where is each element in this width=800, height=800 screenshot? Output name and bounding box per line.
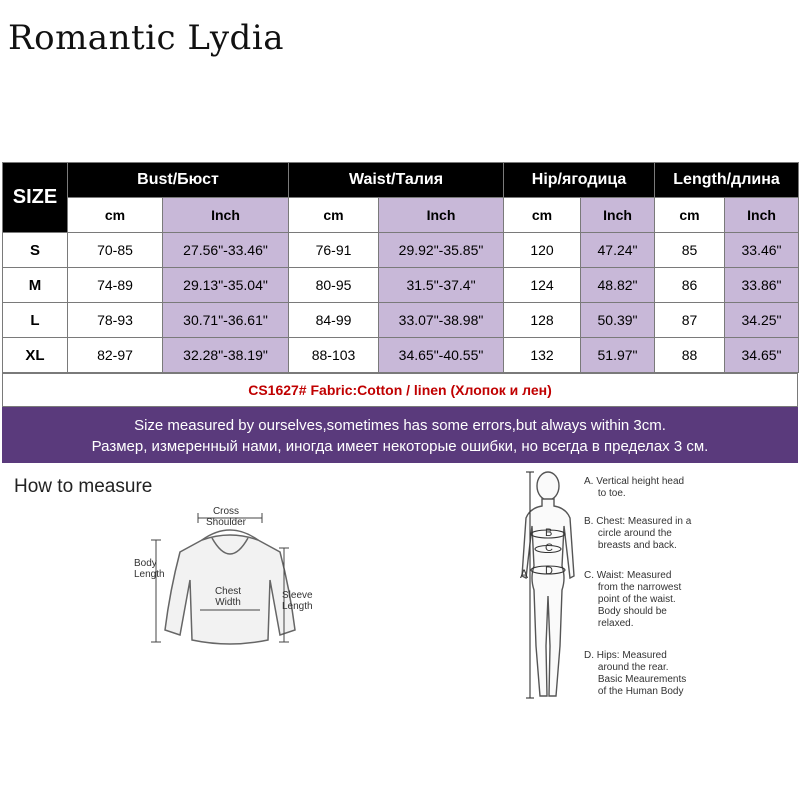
body-length-label: Body Length — [134, 558, 165, 580]
body-figure-diagram — [500, 466, 590, 706]
table-cell: 88-103 — [289, 338, 379, 373]
table-row — [3, 233, 799, 268]
table-cell: 50.39" — [581, 303, 655, 338]
table-cell: 33.86" — [725, 268, 799, 303]
hip-header: Hip/ягодица — [504, 163, 655, 198]
notice-russian: Размер, измеренный нами, иногда имеет некоторые ошибки, но всегда в пределах 3 см. — [91, 438, 709, 455]
bust-header: Bust/Бюст — [68, 163, 289, 198]
table-cell: 27.56"-33.46" — [163, 233, 289, 268]
chest-width-label: Chest Width — [214, 586, 242, 608]
table-cell: 34.25" — [725, 303, 799, 338]
brand-logo: Romantic Lydia — [8, 18, 284, 58]
table-cell: 29.13"-35.04" — [163, 268, 289, 303]
fabric-note: CS1627# Fabric:Cotton / linen (Хлопок и лен) — [2, 373, 798, 407]
desc-a: A. Vertical height head to toe. — [584, 476, 685, 499]
table-cell: 87 — [655, 303, 725, 338]
table-row — [3, 268, 799, 303]
desc-c: C. Waist: Measured from the narrowest point of the waist. Body should be relaxed. — [584, 570, 682, 629]
sleeve-length-label: Sleeve Length — [282, 590, 313, 612]
table-cell: 74-89 — [68, 268, 163, 303]
size-label: M — [3, 268, 68, 303]
letter-d: D — [545, 565, 553, 577]
table-cell: 29.92"-35.85" — [379, 233, 504, 268]
table-cell: 33.07"-38.98" — [379, 303, 504, 338]
notice-english: Size measured by ourselves,sometimes has some errors,but always within 3cm. — [134, 417, 666, 434]
size-label: XL — [3, 338, 68, 373]
table-cell: 85 — [655, 233, 725, 268]
unit-header: cm — [655, 198, 725, 233]
table-cell: 47.24" — [581, 233, 655, 268]
table-cell: 76-91 — [289, 233, 379, 268]
unit-header: Inch — [581, 198, 655, 233]
size-label: L — [3, 303, 68, 338]
letter-b: B — [545, 527, 553, 539]
size-header: SIZE — [3, 163, 68, 233]
unit-header: Inch — [379, 198, 504, 233]
table-cell: 34.65" — [725, 338, 799, 373]
table-cell: 51.97" — [581, 338, 655, 373]
desc-d: D. Hips: Measured around the rear. Basic Meaurements of the Human Body — [584, 650, 687, 697]
table-cell: 132 — [504, 338, 581, 373]
table-cell: 33.46" — [725, 233, 799, 268]
table-cell: 128 — [504, 303, 581, 338]
desc-b: B. Chest: Measured in a circle around the breasts and back. — [584, 516, 692, 551]
measurement-notice — [2, 407, 798, 463]
size-label: S — [3, 233, 68, 268]
table-cell: 31.5"-37.4" — [379, 268, 504, 303]
table-cell: 120 — [504, 233, 581, 268]
table-cell: 88 — [655, 338, 725, 373]
table-cell: 82-97 — [68, 338, 163, 373]
letter-c: C — [545, 542, 553, 554]
table-cell: 30.71"-36.61" — [163, 303, 289, 338]
unit-header: Inch — [163, 198, 289, 233]
table-cell: 32.28"-38.19" — [163, 338, 289, 373]
unit-header: cm — [68, 198, 163, 233]
unit-header: cm — [504, 198, 581, 233]
letter-a: A — [520, 567, 529, 581]
length-header: Length/длина — [655, 163, 799, 198]
size-chart-table — [2, 162, 799, 373]
table-row — [3, 338, 799, 373]
table-cell: 78-93 — [68, 303, 163, 338]
table-cell: 86 — [655, 268, 725, 303]
cross-shoulder-label: Cross Shoulder — [205, 506, 247, 528]
how-to-measure-title: How to measure — [14, 476, 153, 497]
table-cell: 70-85 — [68, 233, 163, 268]
table-cell: 80-95 — [289, 268, 379, 303]
waist-header: Waist/Талия — [289, 163, 504, 198]
unit-header: cm — [289, 198, 379, 233]
table-cell: 124 — [504, 268, 581, 303]
table-cell: 84-99 — [289, 303, 379, 338]
table-row — [3, 303, 799, 338]
table-cell: 48.82" — [581, 268, 655, 303]
unit-header: Inch — [725, 198, 799, 233]
table-cell: 34.65"-40.55" — [379, 338, 504, 373]
